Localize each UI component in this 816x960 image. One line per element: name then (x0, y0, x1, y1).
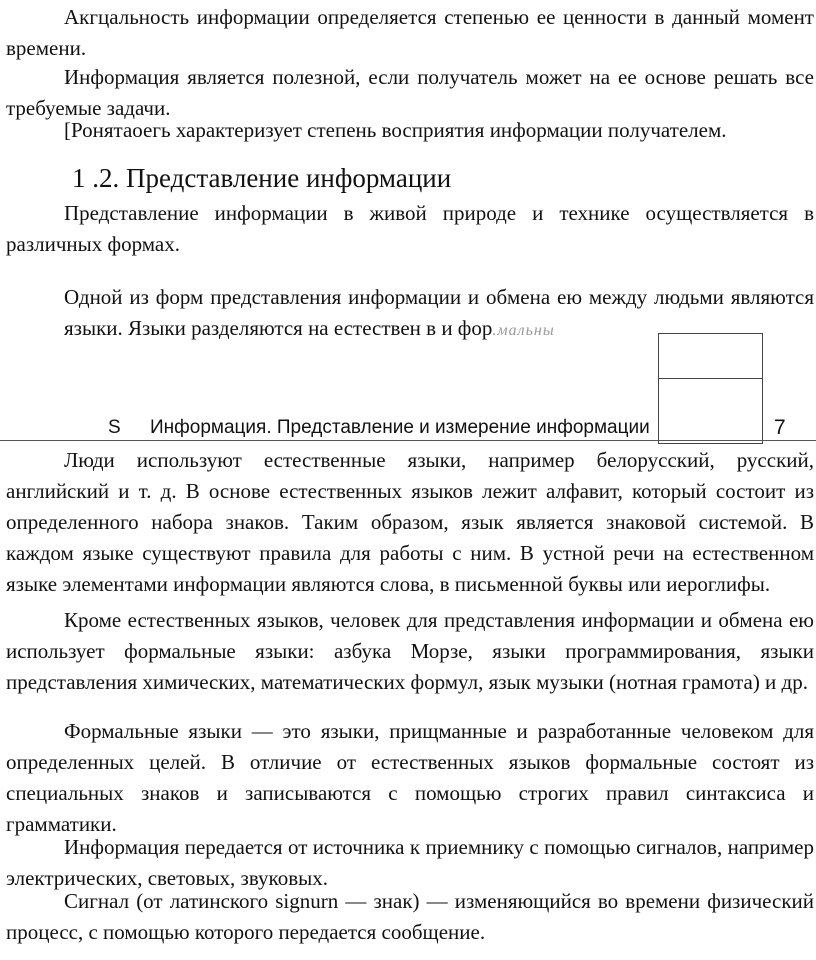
paragraph-usefulness: Информация является полезной, если получатель может на ее основе решать все требуемые задачи. (6, 65, 814, 120)
decorative-box-top (658, 333, 763, 379)
running-header-letter: S (108, 417, 121, 438)
paragraph-actuality: Акгцальность информации определяется степенью ее ценности в данный момент времени. (6, 5, 814, 60)
languages-text: Одной из форм представления информации и обмена ею между людьми являются языки. Языки разделяются на естествен в и фор (64, 285, 814, 340)
faded-text: .мальны (492, 322, 555, 339)
header-rule (0, 440, 816, 441)
paragraph-formal-languages-list: Кроме естественных языков, человек для представления информации и обмена ею использует формальные языки: азбука Морзе, языки программирования, языки представления химических, математических формул, язык музыки (нотная грамота) и др. (6, 608, 814, 694)
paragraph-signal-definition: Сигнал (от латинского signurn — знак) — изменяющийся во времени физический процесс, с помощью которого передается сообщение. (6, 889, 814, 944)
paragraph-natural-languages: Люди используют естественные языки, например белорусский, русский, английский и т. д. В основе естественных языков лежит алфавит, который состоит из определенного набора знаков. Таким образом, язык является знаковой системой. В каждом языке существуют правила для работы с ним. В устной речи на естественном языке элементами информации являются слова, в письменной буквы или иероглифы. (6, 448, 814, 596)
paragraph-understandability: [Ронятаоегь характеризует степень восприятия информации получателем. (64, 118, 727, 142)
paragraph-formal-languages-definition: Формальные языки — это языки, прищманные и разработанные человеком для определенных целей. В отличие от естественных языков формальные состоят из специальных знаков и записываются с помощью строгих правил синтаксиса и грамматики. (6, 719, 814, 836)
section-heading: 1 .2. Представление информации (72, 163, 452, 193)
running-header-title: Информация. Представление и измерение информации (150, 417, 650, 438)
paragraph-signals: Информация передается от источника к приемнику с помощью сигналов, например электрических, световых, звуковых. (6, 835, 814, 890)
page-number: 7 (774, 416, 786, 439)
decorative-box-bottom (658, 377, 763, 444)
paragraph-representation: Представление информации в живой природе и технике осуществляется в различных формах. (6, 201, 814, 256)
